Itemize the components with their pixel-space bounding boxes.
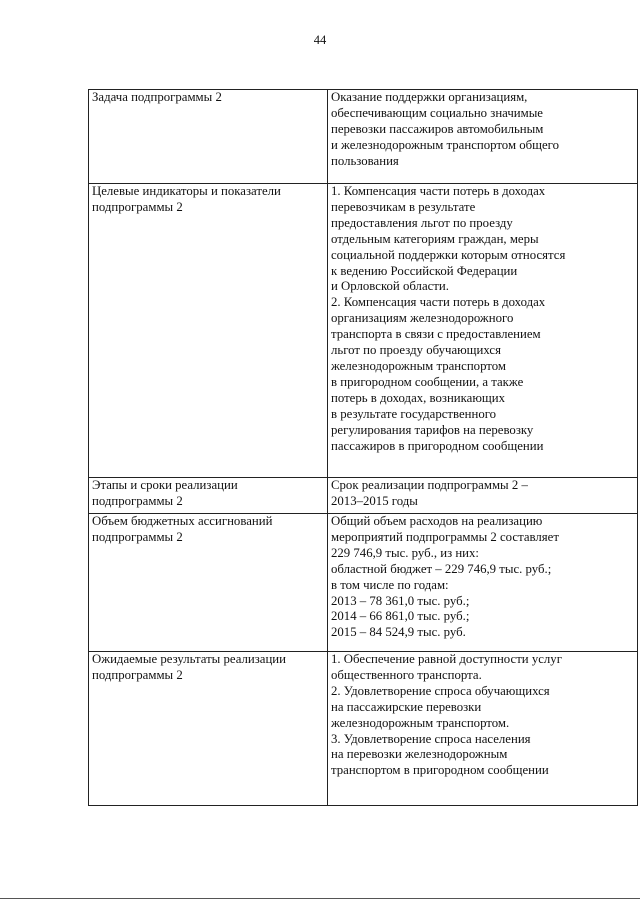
value-line: 229 746,9 тыс. руб., из них:: [331, 545, 479, 560]
value-line: потерь в доходах, возникающих: [331, 390, 506, 405]
value-line: железнодорожным транспортом.: [331, 715, 510, 730]
value-line: мероприятий подпрограммы 2 составляет: [331, 529, 559, 544]
value-line: 3. Удовлетворение спроса населения: [331, 731, 531, 746]
value-line: в результате государственного: [331, 406, 497, 421]
table-row-stages: [89, 478, 638, 514]
value-line: 2015 – 84 524,9 тыс. руб.: [331, 625, 466, 640]
value-line: на перевозки железнодорожным: [331, 747, 508, 762]
label-line: подпрограммы 2: [92, 199, 183, 214]
value-line: 1. Обеспечение равной доступности услуг: [331, 652, 562, 666]
value-line: Общий объем расходов на реализацию: [331, 514, 543, 528]
value-line: Оказание поддержки организациям,: [331, 90, 528, 104]
value-line: 2. Компенсация части потерь в доходах: [331, 295, 546, 310]
page-number: 44: [313, 33, 327, 47]
value-line: обеспечивающим социально значимые: [331, 105, 543, 120]
label-line: подпрограммы 2: [92, 493, 183, 508]
table-row-indicators: [89, 184, 638, 478]
row-value-results: [328, 652, 638, 806]
value-line: отдельным категориям граждан, меры: [331, 231, 539, 246]
row-value-budget: [328, 514, 638, 652]
value-line: 2013 – 78 361,0 тыс. руб.;: [331, 593, 470, 608]
value-line: в пригородном сообщении, а также: [331, 374, 524, 389]
label-line: подпрограммы 2: [92, 667, 183, 682]
value-line: 2. Удовлетворение спроса обучающихся: [331, 683, 550, 698]
table-row-budget: [89, 514, 638, 652]
row-label-indicators: [89, 184, 328, 478]
row-label-task: [89, 90, 328, 184]
value-line: на пассажирские перевозки: [331, 699, 482, 714]
value-line: перевозки пассажиров автомобильным: [331, 121, 544, 136]
row-label-results: [89, 652, 328, 806]
value-line: 1. Компенсация части потерь в доходах: [331, 184, 546, 198]
value-line: транспортом в пригородном сообщении: [331, 763, 549, 778]
value-line: льгот по проезду обучающихся: [331, 343, 501, 358]
value-line: общественного транспорта.: [331, 667, 482, 682]
table-row-task: [89, 90, 638, 184]
value-line: Срок реализации подпрограммы 2 –: [331, 478, 528, 492]
row-value-indicators: [328, 184, 638, 478]
value-line: 2013–2015 годы: [331, 493, 418, 508]
label-line: Целевые индикаторы и показатели: [92, 184, 281, 198]
row-value-stages: [328, 478, 638, 514]
value-line: и железнодорожным транспортом общего: [331, 137, 560, 152]
value-line: пользования: [331, 153, 399, 168]
value-line: регулирования тарифов на перевозку: [331, 422, 534, 437]
label-line: подпрограммы 2: [92, 529, 183, 544]
value-line: и Орловской области.: [331, 279, 449, 294]
row-label-stages: [89, 478, 328, 514]
label-line: Этапы и сроки реализации: [92, 478, 238, 492]
label-line: Задача подпрограммы 2: [92, 90, 222, 104]
value-line: в том числе по годам:: [331, 577, 449, 592]
row-value-task: [328, 90, 638, 184]
label-line: Ожидаемые результаты реализации: [92, 652, 286, 666]
value-line: транспорта в связи с предоставлением: [331, 327, 541, 342]
value-line: организациям железнодорожного: [331, 311, 514, 326]
value-line: пассажиров в пригородном сообщении: [331, 438, 544, 453]
subprogram-passport-table: [88, 89, 638, 806]
value-line: социальной поддержки которым относятся: [331, 247, 566, 262]
label-line: Объем бюджетных ассигнований: [92, 514, 273, 528]
value-line: перевозчикам в результате: [331, 199, 476, 214]
bottom-divider: [0, 898, 640, 899]
value-line: к ведению Российской Федерации: [331, 263, 518, 278]
value-line: 2014 – 66 861,0 тыс. руб.;: [331, 609, 470, 624]
value-line: железнодорожным транспортом: [331, 358, 506, 373]
value-line: областной бюджет – 229 746,9 тыс. руб.;: [331, 561, 552, 576]
row-label-budget: [89, 514, 328, 652]
value-line: предоставления льгот по проезду: [331, 215, 513, 230]
table-row-results: [89, 652, 638, 806]
